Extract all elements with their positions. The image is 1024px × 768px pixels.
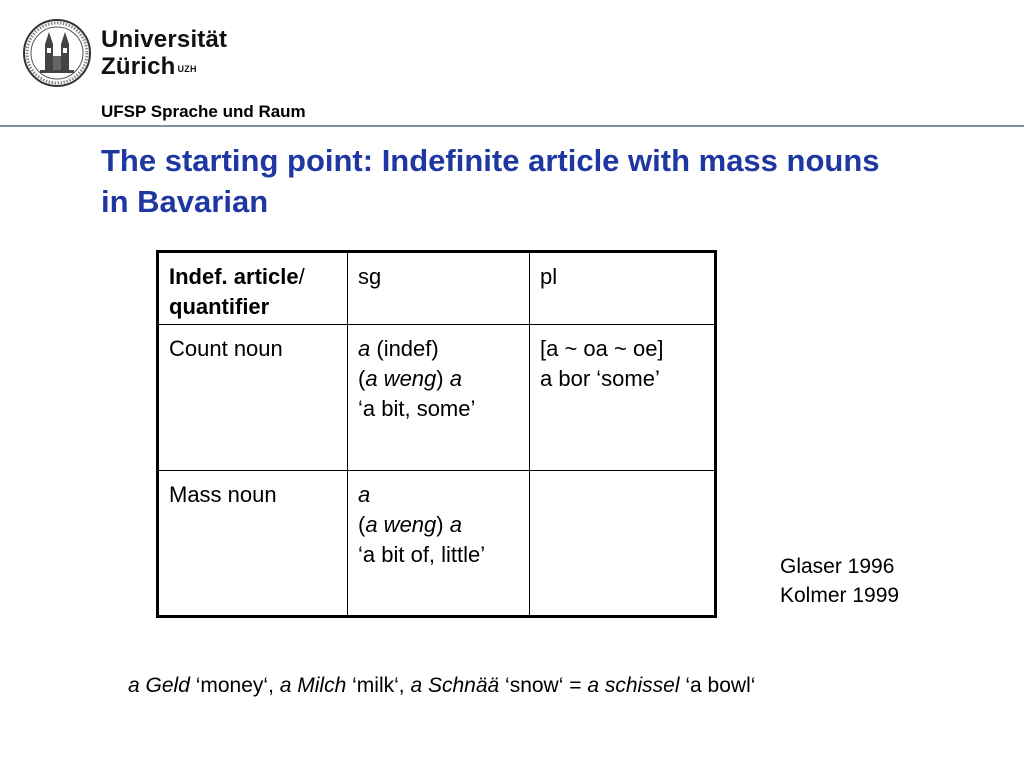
cell-count-pl: [530, 325, 716, 471]
cell-mass-pl: [530, 471, 716, 617]
example-gloss: ‘milk‘,: [346, 674, 411, 697]
university-abbr: UZH: [177, 64, 197, 74]
paren-open: (: [358, 512, 366, 537]
mass-sg-gloss: ‘a bit of, little’: [358, 542, 486, 567]
example-gloss: ‘a bowl‘: [679, 674, 756, 697]
row-label-count-noun: Count noun: [158, 325, 348, 471]
cell-mass-sg: [348, 471, 530, 617]
slide-title: The starting point: Indefinite article with mass nouns in Bavarian: [101, 143, 880, 219]
reference-item: Kolmer 1999: [780, 584, 900, 607]
example-term: a Milch: [279, 674, 347, 697]
example-term: a schissel: [587, 674, 680, 697]
university-name: [101, 26, 227, 80]
university-name-line2: [101, 53, 227, 80]
university-seal-icon: [22, 18, 92, 88]
header-slash: /: [298, 264, 305, 289]
header-quantifier-text: quantifier: [169, 294, 270, 319]
mass-sg-line2: [358, 510, 519, 540]
cell-count-sg: [348, 325, 530, 471]
example-term: a Geld: [128, 674, 190, 697]
example-gloss: ‘money‘,: [189, 674, 280, 697]
example-term: a Schnää: [410, 674, 500, 697]
header-cell-pl: pl: [530, 252, 716, 325]
count-sg-line2: [358, 364, 519, 394]
table-row-count-noun: [158, 325, 716, 471]
table-header-row: [158, 252, 716, 325]
department-label: UFSP Sprache und Raum: [101, 102, 306, 121]
header-cell-sg: sg: [348, 252, 530, 325]
count-sg-gloss: ‘a bit, some’: [358, 396, 476, 421]
university-city: Zürich: [101, 53, 176, 80]
header-article-text: Indef. article: [169, 264, 299, 289]
references: [780, 552, 899, 610]
article-table: [156, 250, 717, 618]
header-cell-article: [158, 252, 348, 325]
examples-line: [128, 674, 755, 698]
university-name-line1: Universität: [101, 26, 228, 53]
count-sg-line1: [358, 334, 519, 364]
reference-item: Glaser 1996: [780, 555, 895, 578]
mass-sg-article: a: [358, 482, 371, 507]
paren-close: ): [436, 366, 450, 391]
example-gloss: ‘snow‘ =: [499, 674, 588, 697]
count-pl-forms: [a ~ oa ~ oe]: [540, 336, 664, 361]
row-label-mass-noun: Mass noun: [158, 471, 348, 617]
mass-sg-a: a: [449, 512, 462, 537]
mass-sg-aweng: a weng: [365, 512, 437, 537]
paren-close: ): [436, 512, 450, 537]
count-pl-gloss: a bor ‘some’: [540, 366, 660, 391]
count-sg-indef: (indef): [370, 336, 439, 361]
paren-open: (: [358, 366, 366, 391]
header-divider: [0, 125, 1024, 127]
count-sg-aweng: a weng: [365, 366, 437, 391]
count-sg-article: a: [358, 336, 371, 361]
table-row-mass-noun: [158, 471, 716, 617]
count-sg-a: a: [449, 366, 462, 391]
